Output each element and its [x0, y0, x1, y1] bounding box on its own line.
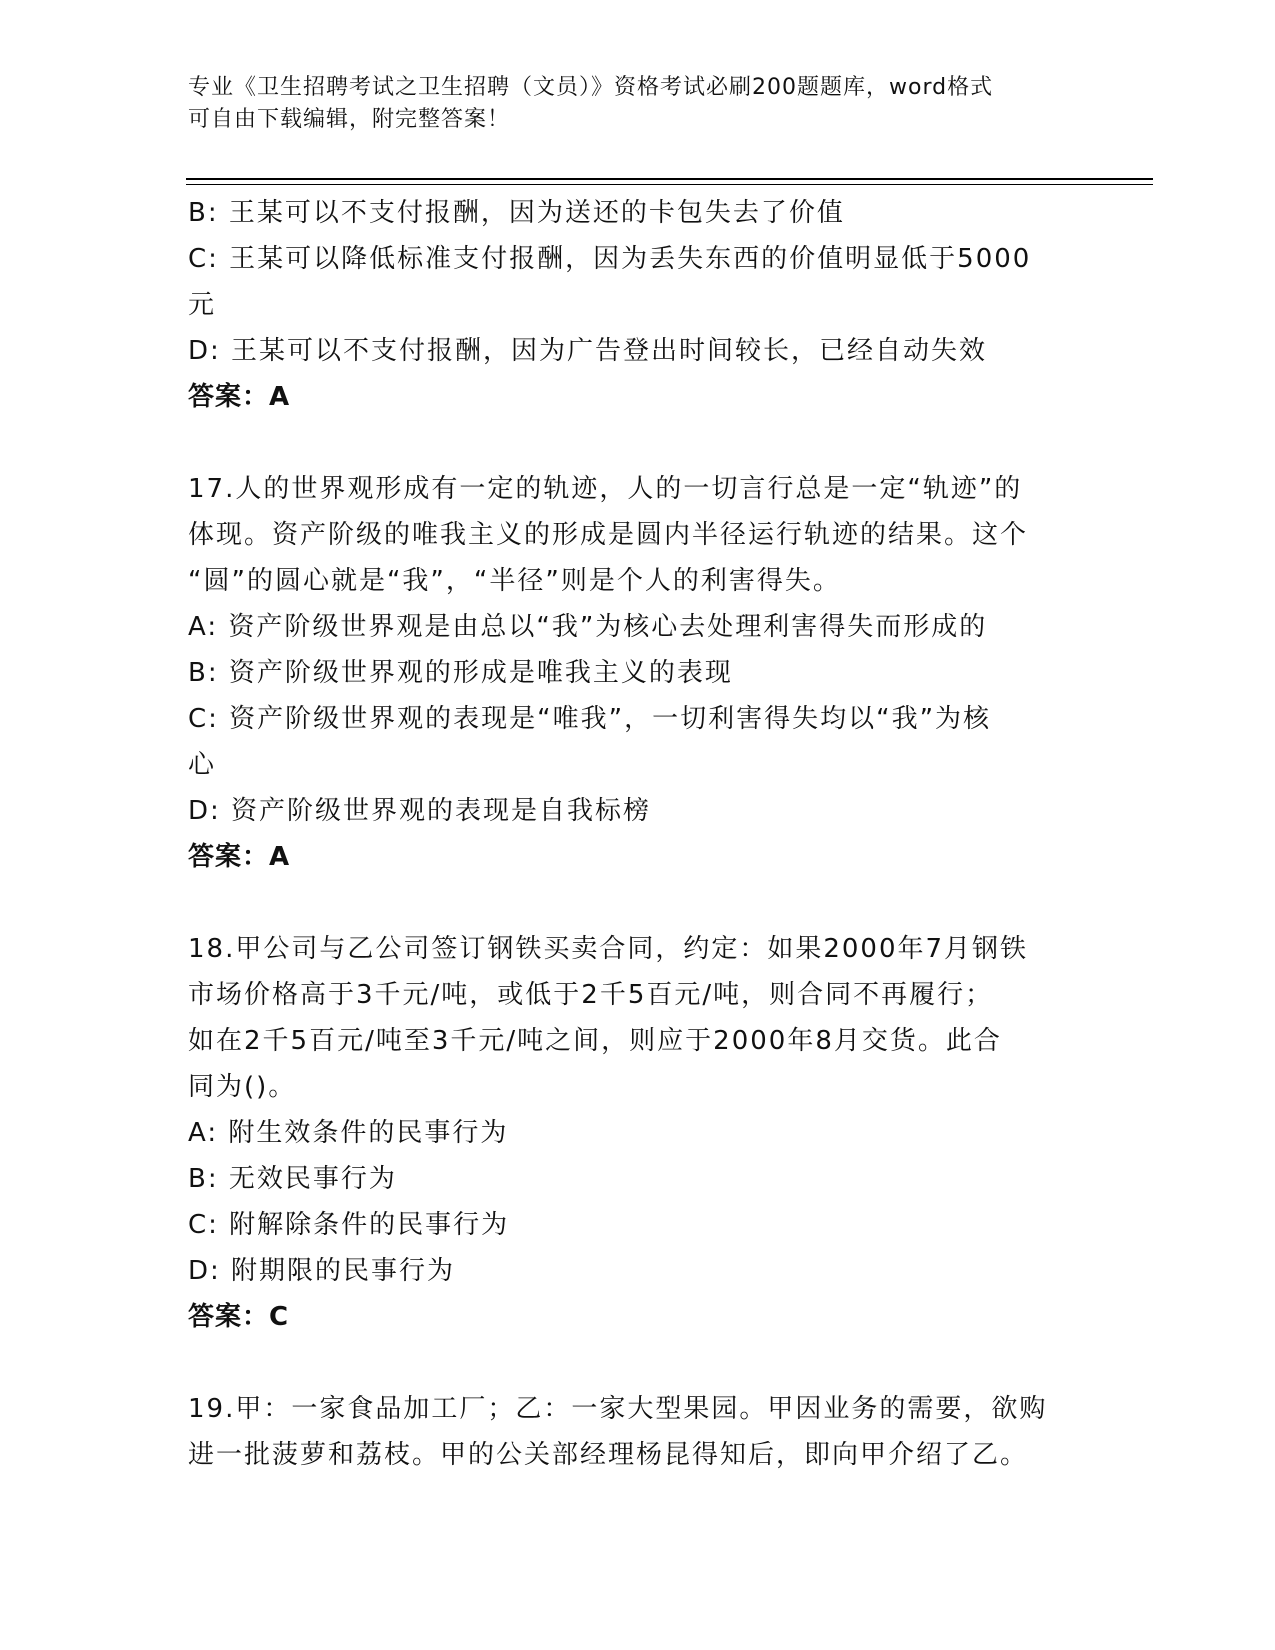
header-line-2: 可自由下载编辑，附完整答案！ — [188, 107, 511, 132]
question-stem-line-2: 市场价格高于3千元/吨，或低于2千5百元/吨，则合同不再履行； — [188, 980, 994, 1010]
question-stem-line-4: 同为()。 — [188, 1072, 297, 1102]
page-header — [188, 72, 1068, 136]
answer: 答案：A — [188, 382, 291, 412]
spacer — [188, 880, 1078, 926]
question-stem-line-3: “圆”的圆心就是“我”，“半径”则是个人的利害得失。 — [188, 566, 841, 596]
header-line-1: 专业《卫生招聘考试之卫生招聘（文员）》资格考试必刷200题题库，word格式 — [188, 75, 994, 100]
answer: 答案：C — [188, 1302, 290, 1332]
option-c: C: 附解除条件的民事行为 — [188, 1210, 510, 1240]
option-b: B: 无效民事行为 — [188, 1164, 397, 1194]
option-c-line-2: 元 — [188, 290, 217, 320]
document-body — [188, 190, 1078, 1478]
question-17 — [188, 466, 1078, 880]
question-18 — [188, 926, 1078, 1340]
option-b: B: 资产阶级世界观的形成是唯我主义的表现 — [188, 658, 733, 688]
option-d: D: 资产阶级世界观的表现是自我标榜 — [188, 796, 652, 826]
header-divider-thick — [186, 178, 1153, 180]
option-d: D: 王某可以不支付报酬，因为广告登出时间较长，已经自动失效 — [188, 336, 988, 366]
spacer — [188, 420, 1078, 466]
question-19 — [188, 1386, 1078, 1478]
question-stem-line-2: 进一批菠萝和荔枝。甲的公关部经理杨昆得知后，即向甲介绍了乙。 — [188, 1440, 1029, 1470]
option-c-line-1: C: 王某可以降低标准支付报酬，因为丢失东西的价值明显低于5000 — [188, 244, 1032, 274]
header-divider-thin — [186, 184, 1153, 185]
option-a: A: 资产阶级世界观是由总以“我”为核心去处理利害得失而形成的 — [188, 612, 988, 642]
option-b: B: 王某可以不支付报酬，因为送还的卡包失去了价值 — [188, 198, 845, 228]
spacer — [188, 1340, 1078, 1386]
question-stem-line-3: 如在2千5百元/吨至3千元/吨之间，则应于2000年8月交货。此合 — [188, 1026, 1002, 1056]
option-c-line-2: 心 — [188, 750, 217, 780]
question-stem-line-1: 18.甲公司与乙公司签订钢铁买卖合同，约定：如果2000年7月钢铁 — [188, 934, 1029, 964]
question-stem-line-1: 19.甲：一家食品加工厂；乙：一家大型果园。甲因业务的需要，欲购 — [188, 1394, 1048, 1424]
option-a: A: 附生效条件的民事行为 — [188, 1118, 509, 1148]
answer: 答案：A — [188, 842, 291, 872]
question-16 — [188, 190, 1078, 420]
question-stem-line-1: 17.人的世界观形成有一定的轨迹，人的一切言行总是一定“轨迹”的 — [188, 474, 1023, 504]
option-d: D: 附期限的民事行为 — [188, 1256, 456, 1286]
option-c-line-1: C: 资产阶级世界观的表现是“唯我”，一切利害得失均以“我”为核 — [188, 704, 992, 734]
question-stem-line-2: 体现。资产阶级的唯我主义的形成是圆内半径运行轨迹的结果。这个 — [188, 520, 1029, 550]
